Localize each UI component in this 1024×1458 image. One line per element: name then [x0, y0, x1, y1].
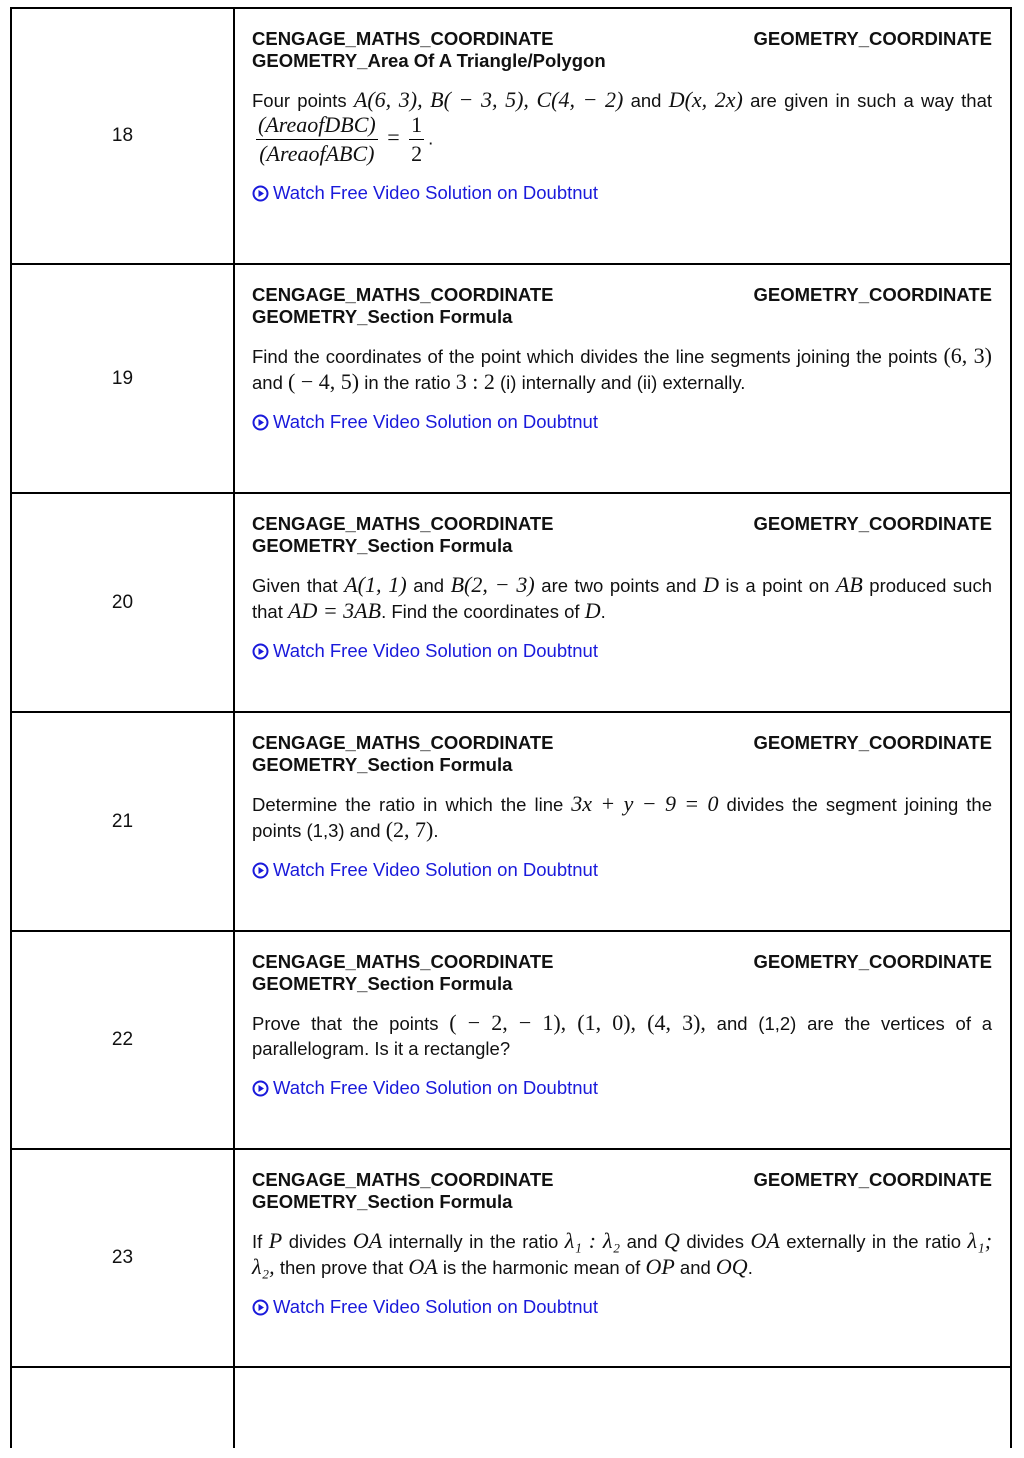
fraction-denominator: 2 [411, 141, 423, 166]
math-expression: 3x + y − 9 = 0 [571, 791, 719, 816]
question-cell [252, 494, 992, 662]
video-solution-link[interactable] [252, 640, 992, 662]
math-expression: D [703, 572, 719, 597]
video-solution-label[interactable]: Watch Free Video Solution on Doubtnut [273, 182, 598, 203]
question-number: 22 [111, 1029, 134, 1050]
text-part: . [600, 601, 606, 622]
question-row-21 [12, 713, 1010, 932]
text-part: and (1,2) are the vertices of a parallelogram. Is it a rectangle? [252, 1013, 992, 1059]
fraction-denominator: (AreaofABC) [259, 141, 375, 166]
header-sub: GEOMETRY_Section Formula [252, 535, 513, 556]
header-left: CENGAGE_MATHS_COORDINATE [252, 951, 554, 972]
math-expression: B(2, − 3) [450, 572, 535, 597]
text-part: Determine the ratio in which the line [252, 794, 572, 815]
math-expression: A(1, 1) [344, 572, 407, 597]
text-part: Given that [252, 575, 345, 596]
math-expression: AD = 3AB [288, 598, 382, 623]
text-part: Find the coordinates of the point which divides the line segments joining the points [252, 346, 944, 367]
video-solution-label[interactable]: Watch Free Video Solution on Doubtnut [273, 411, 598, 432]
question-header [252, 732, 992, 776]
math-expression: D [584, 598, 601, 623]
area-fraction [256, 113, 378, 166]
video-solution-link[interactable] [252, 859, 992, 881]
question-cell [252, 932, 992, 1099]
math-expression: A(6, 3), B( − 3, 5), C(4, − 2) [353, 87, 624, 112]
question-number: 18 [111, 125, 134, 146]
question-row-20 [12, 494, 1010, 713]
text-part: then prove that [274, 1257, 409, 1278]
question-number: 20 [111, 591, 134, 613]
play-circle-icon [252, 1080, 269, 1097]
text-part: divides the segment joining the points (1,3) and [252, 794, 993, 841]
question-number: 23 [111, 1247, 134, 1268]
header-sub: GEOMETRY_Section Formula [252, 973, 513, 994]
video-solution-label[interactable]: Watch Free Video Solution on Doubtnut [273, 640, 598, 661]
text-part: . [428, 127, 434, 149]
fraction-numerator: 1 [409, 113, 424, 140]
math-expression: ( − 4, 5) [288, 369, 360, 394]
text-part: produced such that [252, 575, 993, 622]
header-right: GEOMETRY_COORDINATE [753, 28, 992, 49]
header-right: GEOMETRY_COORDINATE [753, 284, 992, 305]
video-solution-link[interactable] [252, 411, 992, 433]
text-part: and [406, 575, 451, 596]
play-circle-icon [252, 1299, 269, 1316]
header-left: CENGAGE_MATHS_COORDINATE [252, 732, 554, 753]
question-text [252, 87, 992, 166]
math-expression: OP [645, 1254, 675, 1279]
question-row-18 [12, 9, 1010, 265]
video-solution-label[interactable]: Watch Free Video Solution on Doubtnut [273, 1296, 598, 1317]
header-left: CENGAGE_MATHS_COORDINATE [252, 284, 554, 305]
half-fraction [409, 113, 424, 166]
header-left: CENGAGE_MATHS_COORDINATE [252, 513, 554, 534]
play-circle-icon [252, 862, 269, 879]
text-part: . Find the coordinates of [381, 601, 585, 622]
header-right: GEOMETRY_COORDINATE [753, 951, 992, 972]
empty-row [12, 1368, 1010, 1458]
math-expression: OQ [715, 1254, 748, 1279]
text-part: and [674, 1257, 716, 1278]
math-expression: OA [408, 1254, 438, 1279]
math-expression: 3 : 2 [455, 369, 495, 394]
question-number: 21 [111, 810, 134, 832]
question-header [252, 284, 992, 328]
header-left: CENGAGE_MATHS_COORDINATE [252, 1169, 554, 1190]
play-circle-icon [252, 414, 269, 431]
video-solution-link[interactable] [252, 1077, 992, 1099]
question-row-23 [12, 1150, 1010, 1368]
question-text [252, 791, 992, 843]
header-sub: GEOMETRY_Section Formula [252, 1191, 513, 1212]
play-circle-icon [252, 643, 269, 660]
text-part: If [252, 1231, 269, 1252]
math-expression: λ₁; λ₂, [252, 1228, 993, 1279]
math-expression: (6, 3) [943, 343, 992, 368]
text-part: . [747, 1257, 753, 1278]
header-right: GEOMETRY_COORDINATE [753, 513, 992, 534]
math-expression: D(x, 2x) [668, 87, 743, 112]
question-cell [252, 1150, 992, 1318]
math-expression: ( − 2, − 1), (1, 0), (4, 3), [449, 1010, 706, 1035]
question-cell [252, 265, 992, 433]
math-expression: P [268, 1228, 283, 1253]
text-part: and [620, 1231, 664, 1252]
header-left: CENGAGE_MATHS_COORDINATE [252, 28, 554, 49]
text-part: is a point on [718, 575, 836, 596]
question-cell [252, 713, 992, 881]
question-row-19 [12, 265, 1010, 494]
question-text [252, 1010, 992, 1061]
question-header [252, 513, 992, 557]
fraction-numerator: (AreaofDBC) [256, 113, 378, 140]
text-part: (i) internally and (ii) externally. [494, 372, 746, 393]
math-expression: λ₁ : λ₂ [564, 1228, 621, 1253]
question-header [252, 28, 992, 72]
header-sub: GEOMETRY_Area Of A Triangle/Polygon [252, 50, 606, 71]
text-part: in the ratio [359, 372, 456, 393]
text-part: are given in such a way that [742, 90, 993, 111]
question-number: 19 [111, 367, 134, 389]
header-right: GEOMETRY_COORDINATE [753, 732, 992, 753]
question-header [252, 951, 992, 995]
text-part: . [433, 820, 439, 841]
header-right: GEOMETRY_COORDINATE [753, 1169, 992, 1190]
text-part: are two points and [534, 575, 704, 596]
question-cell [252, 9, 992, 204]
question-text [252, 1228, 992, 1280]
header-sub: GEOMETRY_Section Formula [252, 306, 513, 327]
question-row-22 [12, 932, 1010, 1150]
math-expression: (2, 7) [385, 817, 434, 842]
question-table [10, 7, 1012, 1448]
text-part: externally in the ratio [779, 1231, 968, 1252]
text-part: Four points [252, 90, 354, 111]
video-solution-label[interactable]: Watch Free Video Solution on Doubtnut [273, 1077, 598, 1098]
text-part: divides [679, 1231, 751, 1252]
text-part: and [252, 372, 289, 393]
text-part: Prove that the points [252, 1013, 450, 1034]
math-expression: Q [663, 1228, 680, 1253]
question-text [252, 572, 992, 624]
math-expression: OA [352, 1228, 383, 1253]
header-sub: GEOMETRY_Section Formula [252, 754, 513, 775]
text-part: is the harmonic mean of [437, 1257, 646, 1278]
question-header [252, 1169, 992, 1213]
math-expression: AB [835, 572, 863, 597]
question-text [252, 343, 992, 395]
text-part: divides [282, 1231, 353, 1252]
video-solution-label[interactable]: Watch Free Video Solution on Doubtnut [273, 859, 598, 880]
play-circle-icon [252, 185, 269, 202]
equals-sign: = [381, 124, 406, 150]
video-solution-link[interactable] [252, 182, 992, 204]
text-part: and [623, 90, 669, 111]
text-part: internally in the ratio [382, 1231, 565, 1252]
video-solution-link[interactable] [252, 1296, 992, 1318]
math-expression: OA [750, 1228, 780, 1253]
